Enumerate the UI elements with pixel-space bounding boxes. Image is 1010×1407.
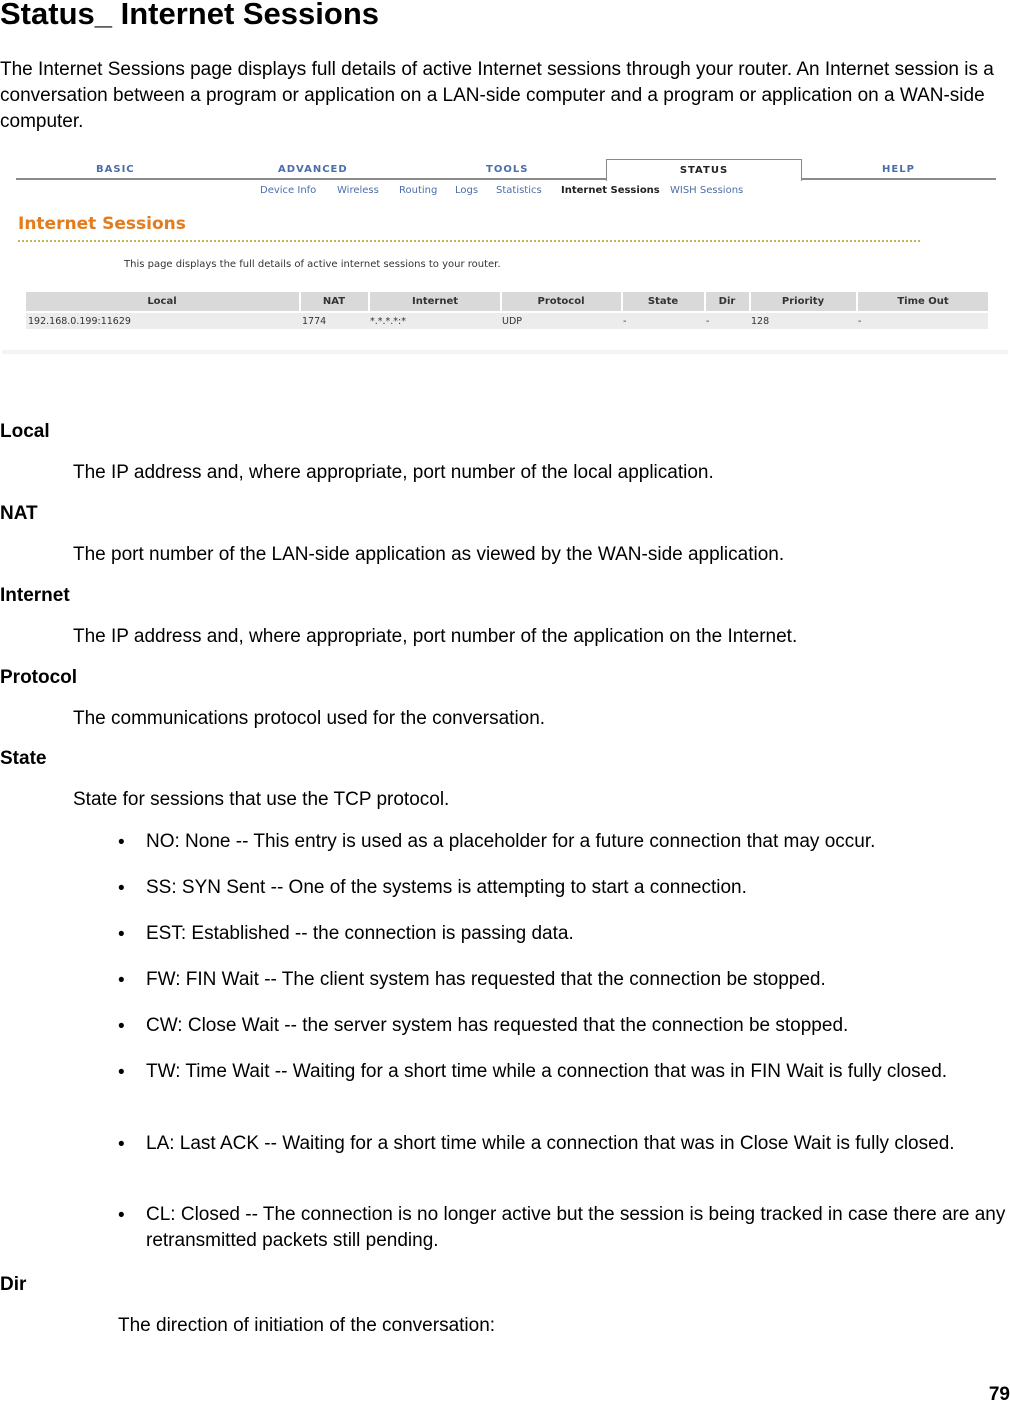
page-number: 79 [988, 1384, 1010, 1405]
cell-nat: 1774 [302, 316, 327, 327]
subnav-routing[interactable]: Routing [399, 185, 438, 196]
term-dir: Dir [0, 1274, 27, 1295]
subnav-logs[interactable]: Logs [455, 185, 479, 196]
tab-tools[interactable]: TOOLS [486, 164, 529, 175]
tab-status[interactable]: STATUS [606, 159, 802, 181]
def-nat: The port number of the LAN-side application as viewed by the WAN-side application. [73, 544, 785, 565]
table-row [26, 313, 988, 329]
list-item: FW: FIN Wait -- The client system has requested that the connection be stopped. [146, 969, 826, 990]
list-item: NO: None -- This entry is used as a placeholder for a future connection that may occur. [146, 831, 876, 852]
subnav-device-info[interactable]: Device Info [260, 185, 317, 196]
col-timeout: Time Out [897, 296, 949, 307]
cell-internet: *.*.*.*:* [370, 316, 407, 327]
router-screenshot [2, 148, 1008, 354]
term-state: State [0, 748, 47, 769]
subnav-wish-sessions[interactable]: WISH Sessions [670, 185, 744, 196]
cell-state: - [623, 316, 627, 327]
col-priority: Priority [781, 296, 825, 307]
subnav-statistics[interactable]: Statistics [496, 185, 542, 196]
subnav-wireless[interactable]: Wireless [337, 185, 379, 196]
cell-priority: 128 [751, 316, 770, 327]
col-internet: Internet [411, 296, 458, 307]
def-state: State for sessions that use the TCP protocol. [73, 789, 450, 810]
col-protocol: Protocol [537, 296, 585, 307]
dotted-divider [18, 240, 920, 242]
subnav-internet-sessions[interactable]: Internet Sessions [561, 185, 660, 196]
list-item: TW: Time Wait -- Waiting for a short time while a connection that was in FIN Wait is fully closed. [146, 1061, 948, 1082]
cell-protocol: UDP [502, 316, 522, 327]
list-item: CW: Close Wait -- the server system has requested that the connection be stopped. [146, 1015, 849, 1036]
bullet-glyph: • [118, 1134, 125, 1155]
bullet-glyph: • [118, 878, 125, 899]
list-item: LA: Last ACK -- Waiting for a short time while a connection that was in Close Wait is fully closed. [146, 1133, 955, 1154]
sessions-table-header [26, 292, 988, 311]
def-local: The IP address and, where appropriate, port number of the local application. [73, 462, 714, 483]
list-item: SS: SYN Sent -- One of the systems is attempting to start a connection. [146, 877, 747, 898]
bullet-glyph: • [118, 1016, 125, 1037]
cell-dir: - [706, 316, 710, 327]
section-description: This page displays the full details of active internet sessions to your router. [124, 259, 501, 270]
tab-advanced[interactable]: ADVANCED [278, 164, 348, 175]
main-tabs [16, 156, 996, 180]
list-item: EST: Established -- the connection is passing data. [146, 923, 574, 944]
term-local: Local [0, 421, 50, 442]
term-protocol: Protocol [0, 667, 78, 688]
def-protocol: The communications protocol used for the conversation. [73, 708, 546, 729]
tab-basic[interactable]: BASIC [96, 164, 135, 175]
term-internet: Internet [0, 585, 70, 606]
bullet-glyph: • [118, 924, 125, 945]
list-item: CL: Closed -- The connection is no longer active but the session is being tracked in case there are any retransmitted packets still pending. [146, 1204, 1006, 1251]
bullet-glyph: • [118, 1205, 125, 1226]
tab-help[interactable]: HELP [882, 164, 915, 175]
def-internet: The IP address and, where appropriate, port number of the application on the Internet. [73, 626, 798, 647]
tab-baseline [16, 178, 996, 180]
term-nat: NAT [0, 503, 38, 524]
section-heading: Internet Sessions [18, 214, 186, 234]
def-dir: The direction of initiation of the conversation: [118, 1315, 496, 1336]
col-local: Local [147, 296, 177, 307]
cell-local: 192.168.0.199:11629 [28, 316, 131, 327]
intro-paragraph: The Internet Sessions page displays full details of active Internet sessions through your router. An Internet session is a conversation between a program or application on a LAN-side computer and a program or application on a WAN-side computer. [0, 59, 994, 132]
bullet-glyph: • [118, 970, 125, 991]
col-nat: NAT [322, 296, 346, 307]
bullet-glyph: • [118, 1062, 125, 1083]
col-dir: Dir [718, 296, 736, 307]
page-title: Status_ Internet Sessions [0, 0, 380, 31]
col-state: State [647, 296, 679, 307]
cell-timeout: - [858, 316, 862, 327]
bullet-glyph: • [118, 832, 125, 853]
